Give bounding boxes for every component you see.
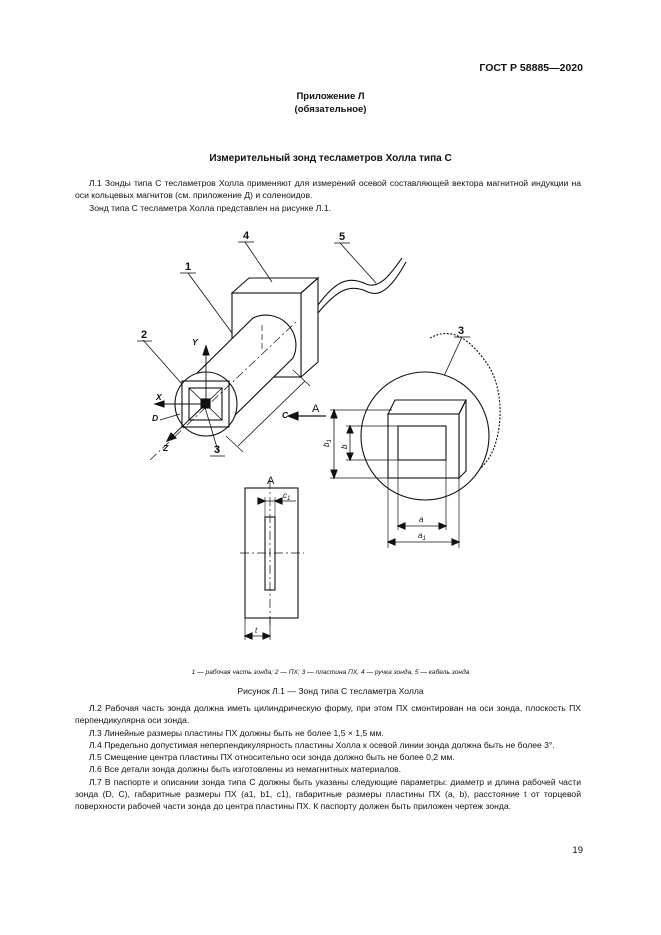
label-c: C (282, 410, 289, 420)
requirements-paragraphs (75, 702, 581, 813)
section-title: Измерительный зонд тесламетров Холла типа С (209, 153, 452, 164)
label-3-enlarged: 3 (458, 325, 465, 337)
label-b: b (340, 444, 349, 449)
label-b1: $b_1$ (322, 439, 333, 447)
label-3: 3 (214, 444, 221, 456)
handle-top-face (232, 278, 318, 293)
label-a1: $a_1$ (418, 531, 426, 542)
label-2: 2 (141, 329, 148, 341)
handle-side-face (301, 278, 318, 377)
enlarged-sensor-front (388, 414, 459, 478)
label-y: Y (192, 337, 198, 347)
paragraph-l1: Л.1 Зонды типа С тесламетров Холла применяют для измерений осевой составляющей вектора магнитной индукции на оси кольцевых магнитов (см. приложение Д) и соленоидов. (75, 178, 581, 201)
figure-legend: 1 — рабочая часть зонда; 2 — ПХ; 3 — пластина ПХ, 4 — ручка зонда, 5 — кабель зонда (191, 669, 470, 676)
paragraph-l6: Л.6 Все детали зонда должны быть изготовлены из немагнитных материалов. (89, 764, 402, 775)
label-view-a: A (267, 475, 275, 487)
label-x: X (156, 392, 162, 402)
figure-caption: Рисунок Л.1 — Зонд типа С тесламетра Холла (237, 686, 424, 696)
label-arrow-a: A (312, 403, 320, 415)
paragraph-l5: Л.5 Смещение центра пластины ПХ относительно оси зонда должно быть не более 0,2 мм. (89, 752, 455, 763)
document-header: ГОСТ Р 58885—2020 (479, 62, 583, 74)
paragraph-l3: Л.3 Линейные размеры пластины ПХ должны быть не более 1,5 × 1,5 мм. (89, 727, 384, 738)
label-t: t (255, 626, 258, 635)
label-a: a (419, 515, 424, 524)
paragraph-figure-ref: Зонд типа С тесламетра Холла представлен на рисунке Л.1. (89, 202, 331, 213)
annex-title: Приложение Л (296, 91, 365, 102)
label-d: D (152, 413, 159, 423)
paragraph-l2: Л.2 Рабочая часть зонда должна иметь цилиндрическую форму, при этом ПХ смонтирован на оси зонда, плоскость ПХ перпендикулярна оси зонда. (75, 703, 581, 726)
label-z: Z (163, 443, 169, 453)
label-4: 4 (243, 230, 250, 242)
annex-status: (обязательное) (294, 104, 367, 115)
label-1: 1 (185, 261, 192, 273)
label-5: 5 (339, 231, 346, 243)
page-number: 19 (572, 845, 583, 856)
paragraph-l7: Л.7 В паспорте и описании зонда типа С должны быть указаны следующие параметры: диаметр и длина рабочей части зонда (D, C), габаритные размеры ПХ (a1, b1, c1), габаритные размеры пластины ПХ (a, b), расстояние t от торцевой поверхности рабочей части зонда до центра пластины ПХ. К паспорту должен быть приложен чертеж зонда. (75, 776, 581, 812)
paragraph-l4: Л.4 Предельно допустимая неперпендикулярность пластины Холла к осевой линии зонда должна быть не более 3°. (89, 739, 555, 750)
label-c1: $c_1$ (283, 491, 291, 502)
